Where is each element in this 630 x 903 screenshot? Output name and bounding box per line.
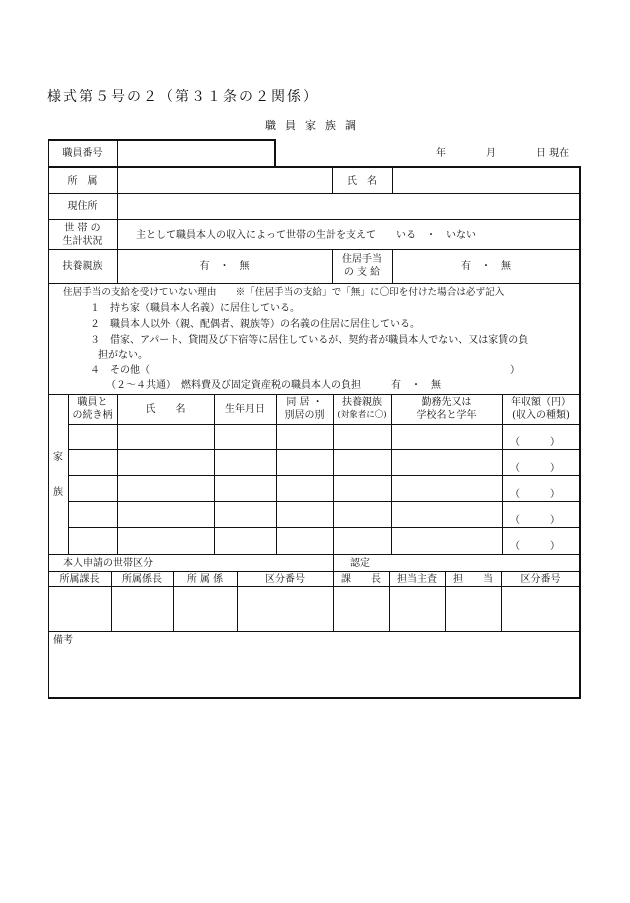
header-living-2: 別居の別 — [284, 410, 325, 421]
header-living-1: 同 居 ・ — [286, 397, 323, 408]
reason-item-3a: ３ 借家、アパート、貸間及び下宿等に居住しているが、契約者が職員本人でない、又は家賃の負 — [90, 335, 529, 346]
dependents-value: 有 ・ 無 — [199, 261, 250, 272]
col-category-number-2: 区分番号 — [520, 574, 561, 585]
income-placeholder: （ ） — [510, 437, 560, 448]
date-as-of: 年 月 日 現在 — [436, 148, 570, 159]
header-income-2: (収入の種類) — [512, 410, 570, 421]
col-director: 課 長 — [341, 574, 381, 585]
remarks-label: 備考 — [53, 635, 73, 646]
reason-item-2: ２ 職員本人以外（親、配偶者、親族等）の名義の住居に居住している。 — [90, 319, 420, 330]
header-relation-2: の続き柄 — [72, 410, 113, 421]
income-placeholder: （ ） — [510, 463, 560, 474]
header-relation-1: 職員と — [77, 397, 108, 408]
reasons-heading: 住居手当の支給を受けていない理由 ※「住居手当の支給」で「無」に〇印を付けた場合は必ず記入 — [63, 287, 505, 298]
household-status-text: 主として職員本人の収入によって世帯の生計を支えて いる ・ いない — [136, 230, 476, 241]
housing-label-1: 住居手当 — [342, 254, 382, 265]
form-number: 様式第５号の２（第３１条の２関係） — [47, 89, 319, 105]
dependents-label: 扶養親族 — [62, 261, 103, 272]
housing-value: 有 ・ 無 — [461, 261, 511, 272]
household-label-2: 生計状況 — [62, 236, 103, 247]
family-side-label-1: 家 — [53, 452, 63, 463]
reason-item-1: １ 持ち家（職員本人名義）に居住している。 — [90, 303, 300, 314]
reason-item-3b: 担がない。 — [98, 350, 148, 361]
housing-label-2: の 支 給 — [343, 267, 381, 278]
address-label: 現住所 — [67, 201, 98, 212]
certified-label: 認定 — [350, 558, 370, 569]
affiliation-label: 所 属 — [67, 176, 98, 187]
col-in-charge: 担 当 — [453, 574, 493, 585]
income-placeholder: （ ） — [510, 515, 560, 526]
document-title: 職員家族調 — [265, 119, 365, 132]
income-placeholder: （ ） — [510, 541, 560, 552]
header-income-1: 年収額（円） — [511, 397, 571, 408]
reason-item-4-close: ） — [510, 365, 520, 376]
header-work-1: 勤務先又は — [421, 397, 472, 408]
header-name: 氏 名 — [145, 404, 186, 415]
col-dept-chief: 所属課長 — [59, 574, 100, 585]
reason-item-4: ４ その他（ — [90, 365, 150, 376]
self-declared-category: 本人申請の世帯区分 — [63, 558, 153, 569]
header-dependent-2: (対象者に〇) — [337, 410, 387, 420]
col-section-staff: 所 属 係 — [186, 574, 224, 585]
name-label: 氏 名 — [347, 176, 377, 187]
fuel-tax-note: （２～４共通） 燃料費及び固定資産税の職員本人の負担 有 ・ 無 — [106, 380, 441, 391]
header-birthdate: 生年月日 — [225, 404, 265, 415]
col-subsection-chief: 所属係長 — [122, 574, 162, 585]
header-work-2: 学校名と学年 — [416, 410, 477, 421]
staff-number-label: 職員番号 — [62, 148, 103, 159]
header-dependent-1: 扶養親族 — [342, 397, 382, 408]
income-placeholder: （ ） — [510, 489, 560, 500]
col-supervisor: 担当主査 — [397, 574, 437, 585]
family-side-label-2: 族 — [53, 487, 63, 498]
col-category-number: 区分番号 — [265, 574, 305, 585]
household-label-1: 世 帯 の — [64, 223, 101, 234]
